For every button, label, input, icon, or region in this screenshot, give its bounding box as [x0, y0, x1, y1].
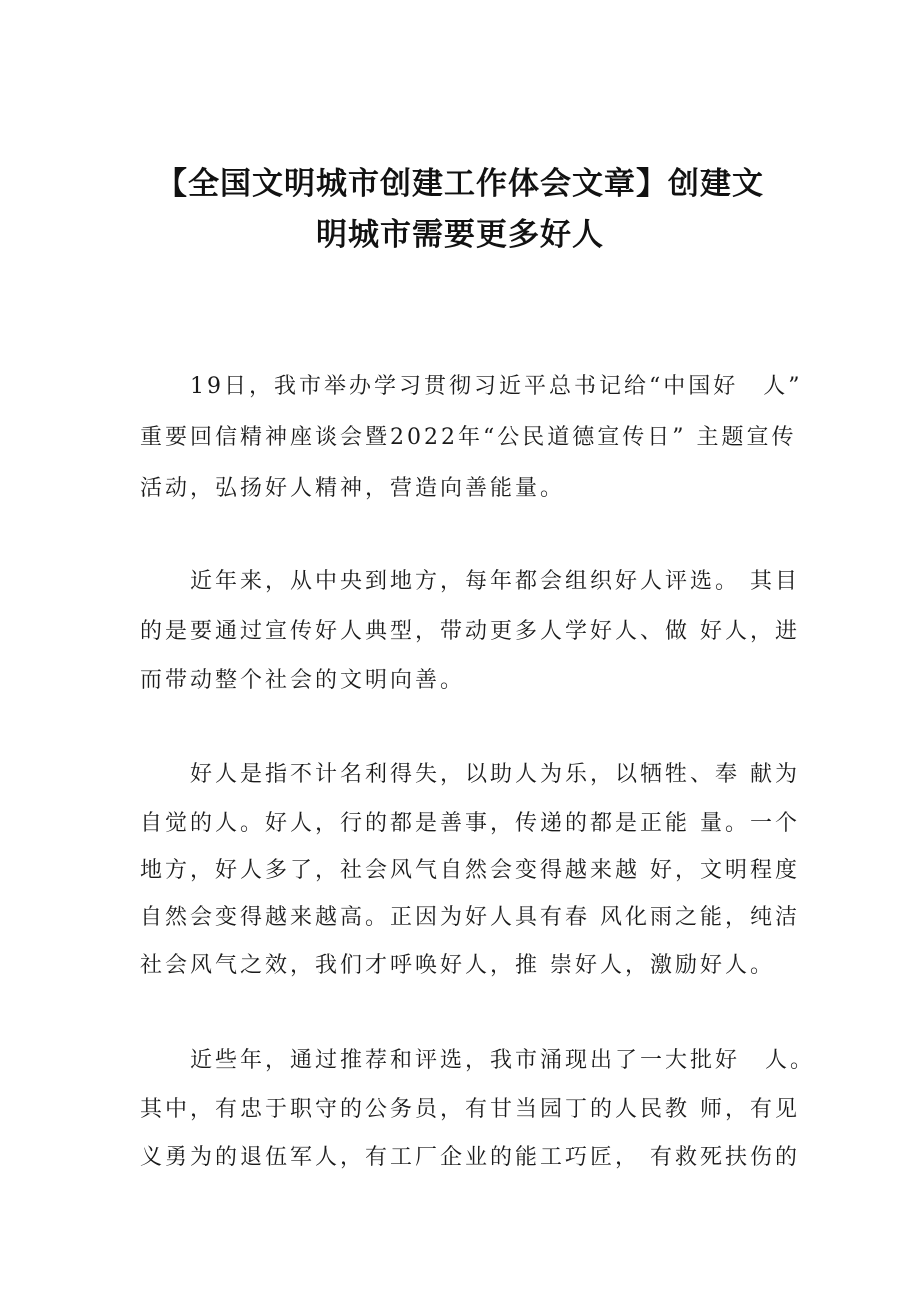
document-title-line-1: 【全国文明城市创建工作体会文章】创建文	[156, 166, 764, 202]
paragraph-line: 重要回信精神座谈会暨2022年“公民道德宣传日” 主题宣传	[140, 425, 797, 450]
paragraph-line: 自然会变得越来越高。正因为好人具有春 风化雨之能，纯洁	[140, 905, 800, 930]
paragraph-line: 近些年，通过推荐和评选，我市涌现出了一大批好 人。	[190, 1048, 816, 1073]
paragraph-line: 好人是指不计名利得失，以助人为乐，以牺牲、奉 献为	[190, 762, 800, 787]
paragraph-line: 其中，有忠于职守的公务员，有甘当园丁的人民教 师，有见	[140, 1097, 800, 1122]
paragraph-line: 义勇为的退伍军人，有工厂企业的能工巧匠， 有救死扶伤的	[140, 1145, 800, 1170]
paragraph-line: 社会风气之效，我们才呼唤好人，推 崇好人，激励好人。	[140, 953, 775, 978]
paragraph-line: 近年来，从中央到地方，每年都会组织好人评选。 其目	[190, 569, 800, 594]
paragraph-line: 自觉的人。好人，行的都是善事，传递的都是正能 量。一个	[140, 811, 800, 836]
paragraph-line: 活动，弘扬好人精神，营造向善能量。	[140, 476, 566, 501]
paragraph-line: 19日，我市举办学习贯彻习近平总书记给“中国好 人”	[190, 374, 803, 399]
document-title-line-2: 明城市需要更多好人	[316, 217, 604, 253]
paragraph-line: 而带动整个社会的文明向善。	[140, 668, 466, 693]
paragraph-line: 地方，好人多了，社会风气自然会变得越来越 好，文明程度	[140, 858, 800, 883]
paragraph-line: 的是要通过宣传好人典型，带动更多人学好人、做 好人，进	[140, 619, 800, 644]
